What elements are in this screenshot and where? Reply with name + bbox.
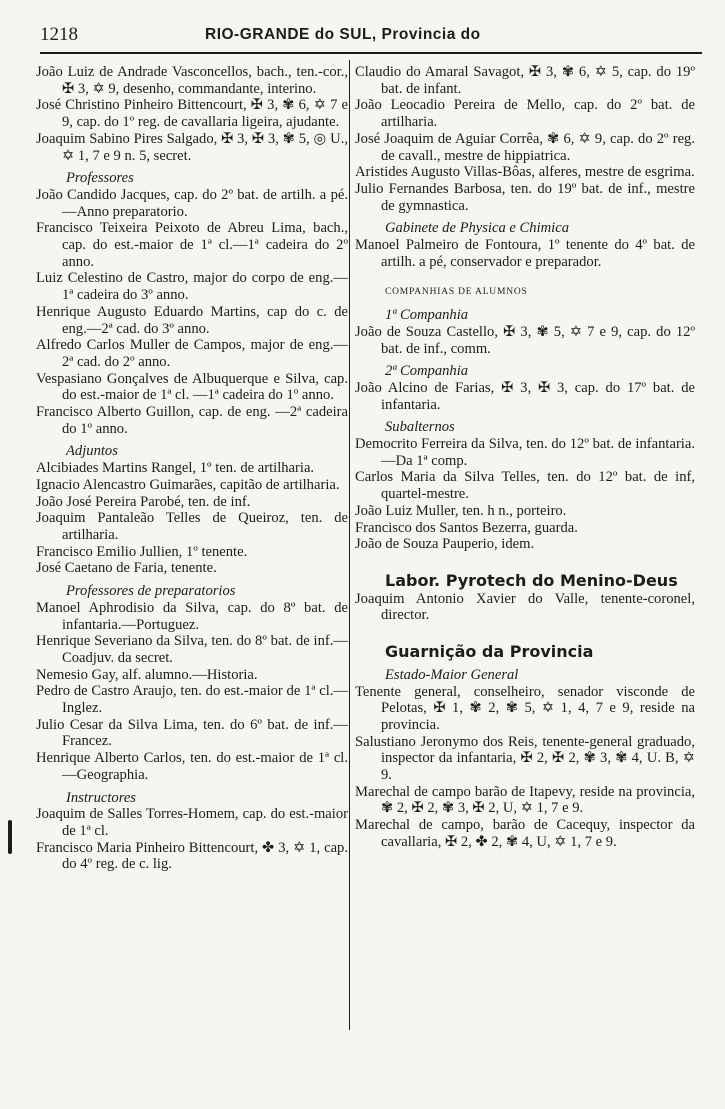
directory-entry: Ignacio Alencastro Guimarães, capitão de artilharia. bbox=[36, 476, 340, 493]
section-heading: Adjuntos bbox=[66, 443, 118, 460]
directory-entry: Vespasiano Gonçalves de Albuquerque e Silva, cap. do est.-maior de 1ª cl. —1ª cadeira do 1º anno. bbox=[36, 370, 348, 404]
directory-entry: Marechal de campo barão de Itapevy, reside na provincia, ✾ 2, ✠ 2, ✾ 3, ✠ 2, U, ✡ 1, 7 e 9. bbox=[355, 783, 695, 817]
directory-entry: José Caetano de Faria, tenente. bbox=[36, 560, 217, 577]
major-heading: Labor. Pyrotech do Menino-Deus bbox=[385, 570, 678, 590]
directory-entry: Joaquim Sabino Pires Salgado, ✠ 3, ✠ 3, ✾ 5, ◎ U., ✡ 1, 7 e 9 n. 5, secret. bbox=[36, 130, 348, 164]
directory-entry: Alcibiades Martins Rangel, 1º ten. de artilharia. bbox=[36, 460, 315, 477]
section-heading: Instructores bbox=[66, 789, 136, 806]
page-number: 1218 bbox=[40, 24, 78, 45]
directory-entry: Francisco Teixeira Peixoto de Abreu Lima, bach., cap. do est.-maior de 1ª cl.—1ª cadeira do 2º anno. bbox=[36, 220, 348, 270]
directory-entry: Tenente general, conselheiro, senador visconde de Pelotas, ✠ 1, ✾ 2, ✾ 5, ✡ 1, 4, 7 e 9, reside na provincia. bbox=[355, 683, 695, 733]
directory-entry: Francisco dos Santos Bezerra, guarda. bbox=[355, 519, 578, 536]
directory-entry: Julio Cesar da Silva Lima, ten. do 6º bat. de inf.—Francez. bbox=[36, 716, 348, 750]
directory-entry: João Luiz Muller, ten. h n., porteiro. bbox=[355, 502, 567, 519]
caps-heading: COMPANHIAS DE ALUMNOS bbox=[385, 287, 528, 298]
directory-entry: Joaquim de Salles Torres-Homem, cap. do est.-maior de 1ª cl. bbox=[36, 806, 348, 839]
directory-entry: José Christino Pinheiro Bittencourt, ✠ 3, ✾ 6, ✡ 7 e 9, cap. do 1º reg. de cavallaria ligeira, ajudante. bbox=[36, 97, 348, 131]
directory-entry: Henrique Severiano da Silva, ten. do 8º bat. de inf.—Coadjuv. da secret. bbox=[36, 633, 348, 666]
directory-entry: João de Souza Castello, ✠ 3, ✾ 5, ✡ 7 e 9, cap. do 12º bat. de inf., comm. bbox=[355, 323, 695, 357]
left-column bbox=[36, 64, 348, 873]
directory-entry: Manoel Palmeiro de Fontoura, 1º tenente do 4º bat. de artilh. a pé, conservador e preparador. bbox=[355, 237, 695, 270]
directory-entry: João Alcino de Farias, ✠ 3, ✠ 3, cap. do 17º bat. de infantaria. bbox=[355, 379, 695, 413]
directory-entry: Alfredo Carlos Muller de Campos, major de eng.—2ª cad. do 2º anno. bbox=[36, 337, 348, 370]
directory-entry: Francisco Maria Pinheiro Bittencourt, ✤ 3, ✡ 1, cap. do 4º reg. de c. lig. bbox=[36, 839, 348, 873]
directory-entry: Marechal de campo, barão de Cacequy, inspector da cavallaria, ✠ 2, ✤ 2, ✾ 4, U, ✡ 1, 7 e 9. bbox=[355, 817, 695, 850]
directory-entry: Henrique Alberto Carlos, ten. do est.-maior de 1ª cl.—Geographia. bbox=[36, 750, 348, 783]
section-heading: 1ª Companhia bbox=[385, 307, 469, 324]
right-column bbox=[355, 64, 695, 851]
section-heading: Professores de preparatorios bbox=[66, 583, 236, 600]
directory-entry: Aristides Augusto Villas-Bôas, alferes, mestre de esgrima. bbox=[355, 164, 695, 181]
directory-entry: Joaquim Pantaleão Telles de Queiroz, ten. de artilharia. bbox=[36, 510, 348, 543]
directory-entry: Carlos Maria da Silva Telles, ten. do 12º bat. de inf, quartel-mestre. bbox=[355, 469, 695, 503]
directory-entry: José Joaquim de Aguiar Corrêa, ✾ 6, ✡ 9, cap. do 2º reg. de cavall., mestre de hippiatrica. bbox=[355, 130, 695, 164]
directory-entry: Pedro de Castro Araujo, ten. do est.-maior de 1ª cl.—Inglez. bbox=[36, 683, 348, 717]
directory-entry: Nemesio Gay, alf. alumno.—Historia. bbox=[36, 666, 258, 683]
directory-entry: Claudio do Amaral Savagot, ✠ 3, ✾ 6, ✡ 5, cap. do 19º bat. de infant. bbox=[355, 64, 695, 97]
directory-entry: João Leocadio Pereira de Mello, cap. do 2º bat. de artilharia. bbox=[355, 97, 695, 131]
directory-entry: Julio Fernandes Barbosa, ten. do 19º bat. de inf., mestre de gymnastica. bbox=[355, 180, 695, 214]
section-heading: Subalternos bbox=[385, 419, 455, 436]
header-rule bbox=[40, 52, 702, 54]
page-header bbox=[40, 22, 702, 46]
directory-entry: João José Pereira Parobé, ten. de inf. bbox=[36, 493, 251, 510]
column-divider bbox=[349, 60, 350, 1030]
section-heading: 2ª Companhia bbox=[385, 363, 469, 380]
directory-entry: Democrito Ferreira da Silva, ten. do 12º bat. de infantaria.—Da 1ª comp. bbox=[355, 436, 695, 469]
margin-mark bbox=[8, 820, 12, 854]
section-heading: Professores bbox=[66, 170, 134, 187]
directory-entry: Luiz Celestino de Castro, major do corpo de eng.—1ª cadeira do 3º anno. bbox=[36, 270, 348, 304]
major-heading: Guarnição da Provincia bbox=[385, 642, 594, 662]
section-heading: Estado-Maior General bbox=[385, 666, 519, 683]
running-title: RIO-GRANDE do SUL, Provincia do bbox=[205, 26, 481, 43]
directory-entry: João Luiz de Andrade Vasconcellos, bach., ten.-cor., ✠ 3, ✡ 9, desenho, commandante, interino. bbox=[36, 64, 348, 97]
directory-entry: Francisco Alberto Guillon, cap. de eng. —2ª cadeira do 1º anno. bbox=[36, 404, 348, 437]
directory-entry: João de Souza Pauperio, idem. bbox=[355, 536, 535, 553]
directory-entry: Joaquim Antonio Xavier do Valle, tenente-coronel, director. bbox=[355, 590, 695, 624]
directory-entry: Manoel Aphrodisio da Silva, cap. do 8º bat. de infantaria.—Portuguez. bbox=[36, 599, 348, 633]
section-heading: Gabinete de Physica e Chimica bbox=[385, 220, 569, 237]
directory-entry: Salustiano Jeronymo dos Reis, tenente-general graduado, inspector da infantaria, ✠ 2, ✠ 2, ✾ 3, ✾ 4, U. B, ✡ 9. bbox=[355, 733, 695, 784]
directory-entry: Henrique Augusto Eduardo Martins, cap do c. de eng.—2ª cad. do 3º anno. bbox=[36, 303, 348, 337]
directory-entry: João Candido Jacques, cap. do 2º bat. de artilh. a pé.—Anno preparatorio. bbox=[36, 186, 348, 220]
directory-entry: Francisco Emilio Jullien, 1º tenente. bbox=[36, 543, 248, 560]
